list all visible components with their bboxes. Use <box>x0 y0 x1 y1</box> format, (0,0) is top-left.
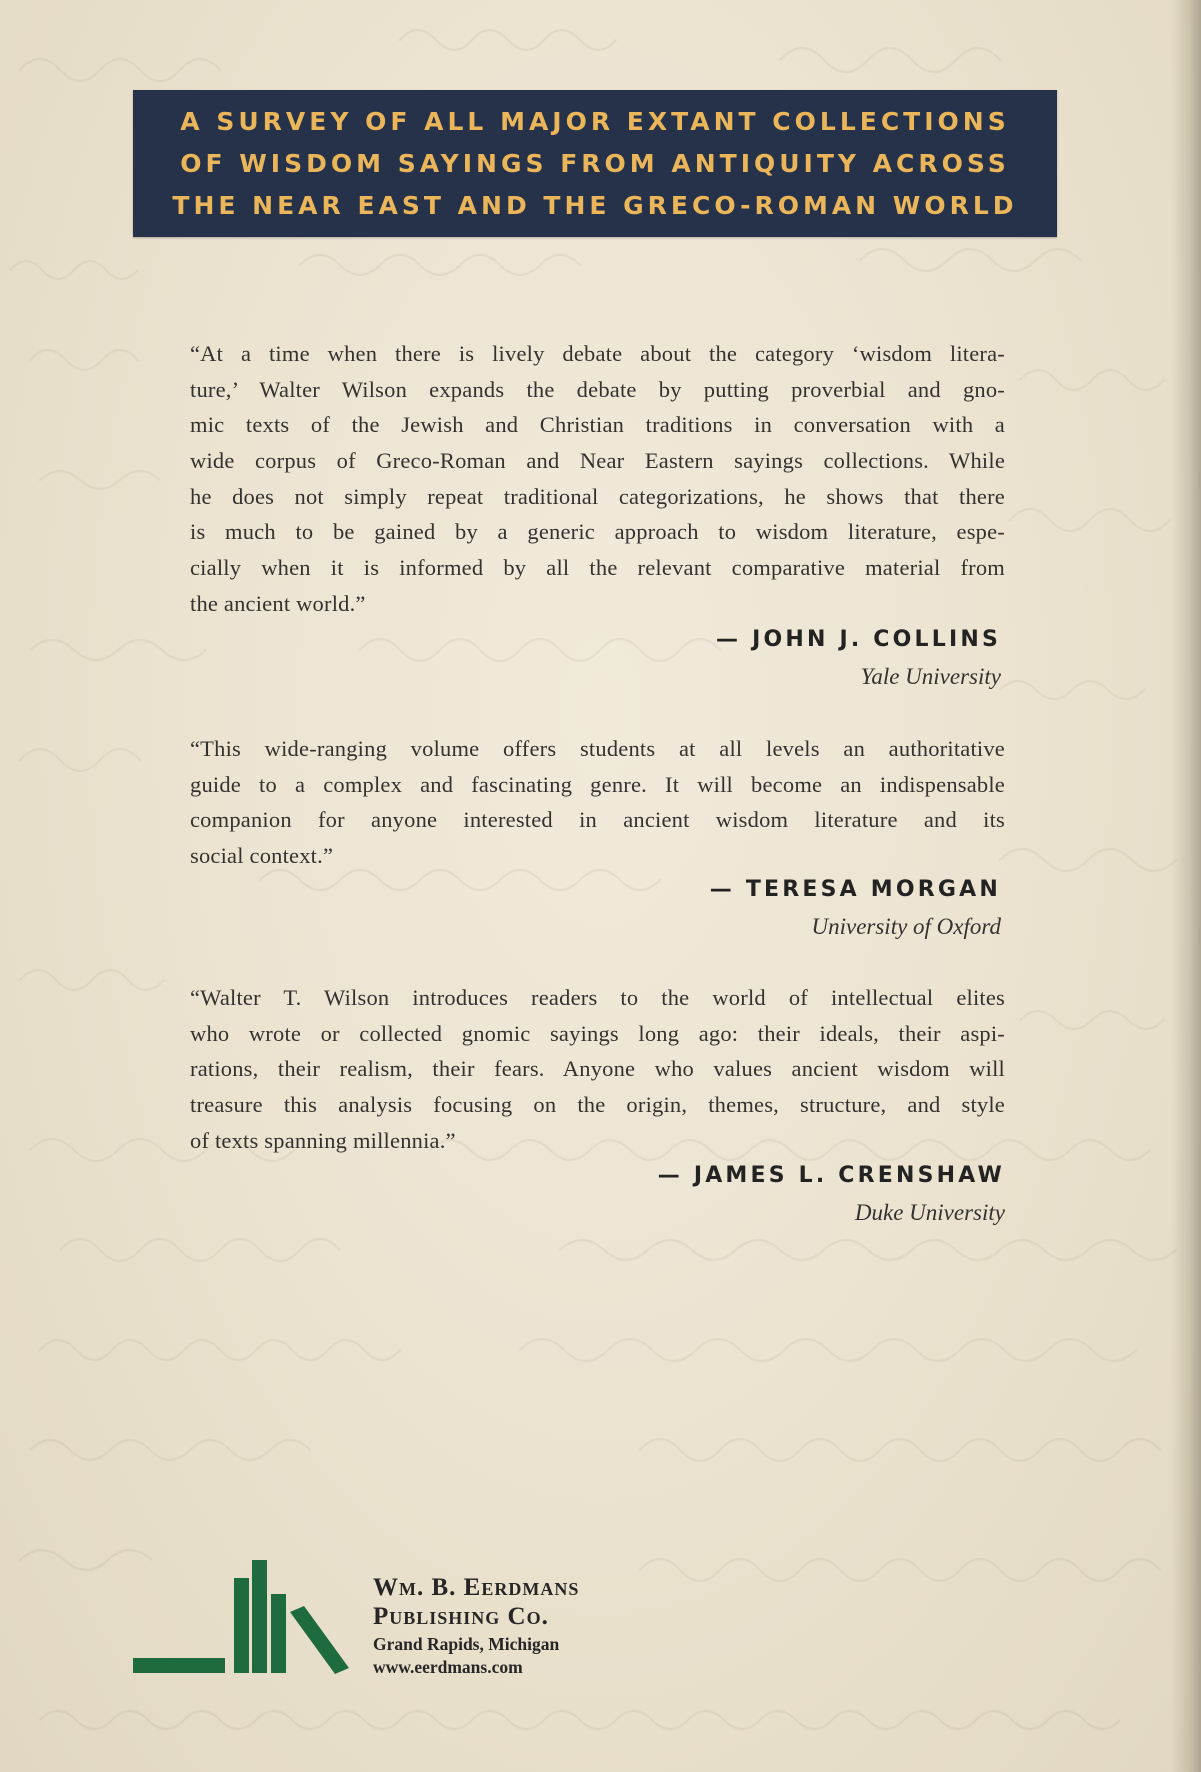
quote-line: guide to a complex and fascinating genre. It will become an indispensable <box>190 771 1005 797</box>
publisher-name-line1: Wm. B. Eerdmans <box>373 1574 580 1601</box>
tagline-banner <box>133 90 1057 237</box>
quote-line: cially when it is informed by all the relevant comparative material from <box>190 555 1005 581</box>
quote-line: of texts spanning millennia.” <box>190 1127 456 1153</box>
publisher-location: Grand Rapids, Michigan <box>373 1634 560 1654</box>
quote-line: who wrote or collected gnomic sayings long ago: their ideals, their aspi- <box>190 1020 1005 1046</box>
quote-line: social context.” <box>190 843 334 869</box>
quote-line: “Walter T. Wilson introduces readers to the world of intellectual elites <box>190 985 1005 1010</box>
quote-line: the ancient world.” <box>190 590 366 616</box>
quote-line: he does not simply repeat traditional categorizations, he shows that there <box>190 483 1005 509</box>
endorsement-quote-crenshaw <box>190 980 1005 1158</box>
banner-line: THE NEAR EAST AND THE GRECO-ROMAN WORLD <box>172 191 1018 220</box>
quote-line: rations, their realism, their fears. Anyone who values ancient wisdom will <box>190 1056 1005 1082</box>
banner-line: A SURVEY OF ALL MAJOR EXTANT COLLECTIONS <box>180 107 1010 136</box>
endorser-name: — TERESA MORGAN <box>709 877 1001 902</box>
endorsement-quote-collins <box>190 336 1005 622</box>
endorser-name: — JOHN J. COLLINS <box>716 627 1001 652</box>
quote-line: mic texts of the Jewish and Christian traditions in conversation with a <box>190 412 1005 438</box>
endorser-name: — JAMES L. CRENSHAW <box>657 1163 1005 1188</box>
quote-line: companion for anyone interested in ancient wisdom literature and its <box>190 807 1005 833</box>
endorser-affiliation: University of Oxford <box>811 914 1001 939</box>
quote-line: treasure this analysis focusing on the origin, themes, structure, and style <box>190 1092 1005 1118</box>
publisher-name-line2: Publishing Co. <box>373 1603 549 1630</box>
endorser-affiliation: Duke University <box>854 1200 1005 1225</box>
publisher-website: www.eerdmans.com <box>373 1657 523 1677</box>
banner-line: OF WISDOM SAYINGS FROM ANTIQUITY ACROSS <box>180 149 1010 178</box>
quote-line: ture,’ Walter Wilson expands the debate by putting proverbial and gno- <box>190 376 1005 402</box>
quote-line: is much to be gained by a generic approach to wisdom literature, espe- <box>190 519 1005 545</box>
spine-shadow <box>1171 0 1201 1772</box>
quote-line: “At a time when there is lively debate about the category ‘wisdom litera- <box>190 341 1005 366</box>
quote-line: “This wide-ranging volume offers students at all levels an authoritative <box>190 736 1005 761</box>
eerdmans-logo <box>130 1558 360 1678</box>
quote-line: wide corpus of Greco-Roman and Near Eastern sayings collections. While <box>190 448 1005 474</box>
endorser-affiliation: Yale University <box>860 664 1001 689</box>
endorsement-quote-morgan <box>190 731 1005 874</box>
